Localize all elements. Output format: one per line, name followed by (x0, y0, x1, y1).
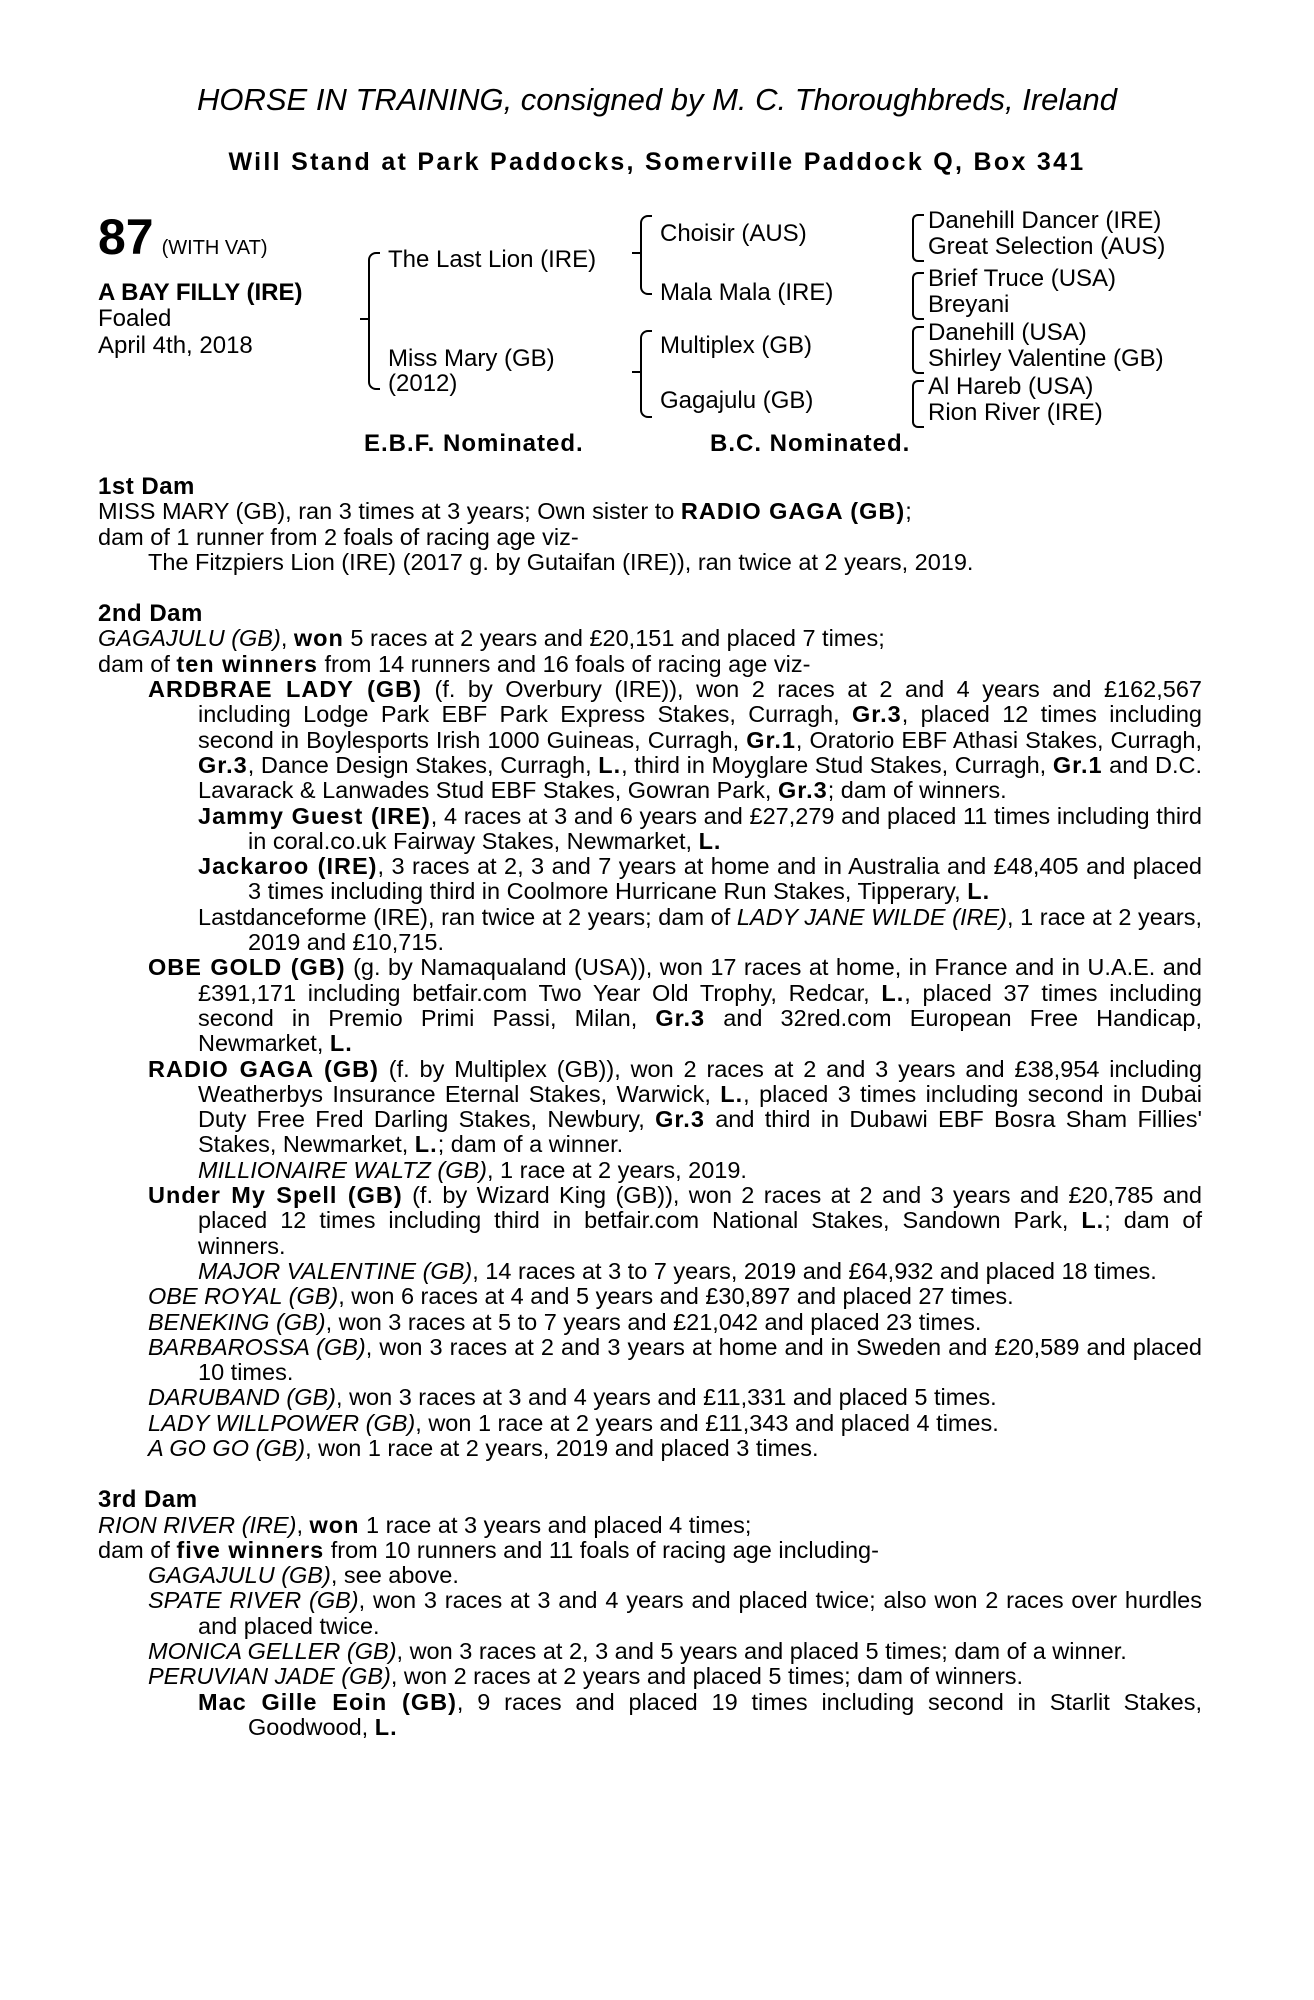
produce-entry: GAGAJULU (GB), see above. (148, 1562, 459, 1589)
bracket-point (360, 318, 368, 320)
bracket-point (632, 252, 640, 254)
first-dam-foal: The Fitzpiers Lion (IRE) (2017 g. by Gutaifan (IRE)), ran twice at 2 years, 2019. (148, 548, 974, 575)
produce-entry: LADY WILLPOWER (GB), won 1 race at 2 years and £11,343 and placed 4 times. (148, 1409, 999, 1436)
pedigree-bracket (912, 214, 924, 262)
great-grandparent: Al Hareb (USA) (928, 373, 1094, 400)
produce-entry: RADIO GAGA (GB) (f. by Multiplex (GB)), won 2 races at 2 and 3 years and £38,954 including Weatherbys Insurance Eternal Stakes, Warwick, L., placed 3 times including second in Dubai Duty Free Fred Darling Stakes, Newbury, Gr.3 and third in Dubawi EBF Bosra Sham Fillies' Stakes, Newmarket, L.; dam of a winner. (148, 1055, 1203, 1158)
great-grandparent: Danehill (USA) (928, 319, 1087, 346)
pedigree-bracket (640, 330, 652, 418)
ebf-nominated: E.B.F. Nominated. (364, 430, 584, 457)
lot-number-block (98, 208, 268, 266)
great-grandparent: Danehill Dancer (IRE) (928, 207, 1162, 234)
stand-location: Will Stand at Park Paddocks, Somerville Paddock Q, Box 341 (228, 148, 1086, 176)
first-dam-heading: 1st Dam (98, 473, 195, 500)
produce-entry: OBE GOLD (GB) (g. by Namaqualand (USA)), won 17 races at home, in France and in U.A.E. and £391,171 including betfair.com Two Year Old Trophy, Redcar, L., placed 37 times including second in Premio Primi Passi, Milan, Gr.3 and 32red.com European Free Handicap, Newmarket, L. (148, 954, 1202, 1057)
produce-entry: Mac Gille Eoin (GB), 9 races and placed 19 times including second in Starlit Stakes, Goodwood, L. (198, 1688, 1202, 1740)
foaled-label: Foaled (98, 305, 172, 332)
pedigree-bracket (912, 326, 924, 374)
second-dam-produce: dam of ten winners from 14 runners and 16 foals of racing age viz- (98, 650, 811, 677)
great-grandparent: Breyani (928, 291, 1010, 318)
dam-name: Miss Mary (GB) (388, 345, 555, 372)
third-dam-line: RION RIVER (IRE), won 1 race at 3 years and placed 4 times; (98, 1511, 752, 1538)
lot-number: 87 (98, 209, 154, 265)
great-grandparent: Brief Truce (USA) (928, 265, 1117, 292)
third-dam-heading: 3rd Dam (98, 1486, 198, 1514)
produce-entry: A GO GO (GB), won 1 race at 2 years, 2019 and placed 3 times. (148, 1434, 819, 1461)
bracket-point (632, 371, 640, 373)
vat-note: (WITH VAT) (161, 237, 268, 259)
sire-name: The Last Lion (IRE) (388, 246, 597, 273)
sire-sire: Choisir (AUS) (660, 220, 807, 247)
produce-entry: SPATE RIVER (GB), won 3 races at 3 and 4 years and placed twice; also won 2 races over hurdles and placed twice. (148, 1587, 1202, 1639)
sire-dam: Mala Mala (IRE) (660, 279, 834, 306)
second-dam-heading: 2nd Dam (98, 600, 203, 628)
pedigree-bracket (912, 380, 924, 428)
dam-year: (2012) (388, 370, 458, 397)
pedigree-bracket (912, 272, 924, 320)
dam-dam: Gagajulu (GB) (660, 387, 814, 414)
horse-description: A BAY FILLY (IRE) (98, 279, 303, 306)
produce-entry: OBE ROYAL (GB), won 6 races at 4 and 5 years and £30,897 and placed 27 times. (148, 1283, 1014, 1310)
pedigree-bracket (368, 252, 380, 390)
first-dam-line: MISS MARY (GB), ran 3 times at 3 years; Own sister to RADIO GAGA (GB); (98, 498, 912, 525)
great-grandparent: Great Selection (AUS) (928, 233, 1166, 260)
first-dam-produce: dam of 1 runner from 2 foals of racing age viz- (98, 523, 579, 550)
produce-entry: Lastdanceforme (IRE), ran twice at 2 years; dam of LADY JANE WILDE (IRE), 1 race at 2 years, 2019 and £10,715. (198, 903, 1202, 956)
produce-entry: MILLIONAIRE WALTZ (GB), 1 race at 2 years, 2019. (198, 1156, 747, 1183)
pedigree-bracket (640, 215, 652, 295)
produce-entry: Under My Spell (GB) (f. by Wizard King (GB)), won 2 races at 2 and 3 years and £20,785 and placed 12 times including third in betfair.com National Stakes, Sandown Park, L.; dam of winners. (148, 1182, 1202, 1259)
third-dam-produce: dam of five winners from 10 runners and 11 foals of racing age including- (98, 1536, 879, 1563)
produce-entry: Jammy Guest (IRE), 4 races at 3 and 6 years and £27,279 and placed 11 times including third in coral.co.uk Fairway Stakes, Newmarket, L. (198, 802, 1202, 854)
great-grandparent: Rion River (IRE) (928, 399, 1103, 426)
foaled-date: April 4th, 2018 (98, 332, 253, 359)
dam-details (98, 474, 1202, 1740)
great-grandparent: Shirley Valentine (GB) (928, 345, 1164, 372)
dam-sire: Multiplex (GB) (660, 332, 813, 359)
produce-entry: ARDBRAE LADY (GB) (f. by Overbury (IRE)), won 2 races at 2 and 4 years and £162,567 including Lodge Park EBF Park Express Stakes, Curragh, Gr.3, placed 12 times including second in Boylesports Irish 1000 Guineas, Curragh, Gr.1, Oratorio EBF Athasi Stakes, Curragh, Gr.3, Dance Design Stakes, Curragh, L., third in Moyglare Stud Stakes, Curragh, Gr.1 and D.C. Lavarack & Lanwades Stud EBF Stakes, Gowran Park, Gr.3; dam of winners. (148, 676, 1202, 804)
produce-entry: BARBAROSSA (GB), won 3 races at 2 and 3 years at home and in Sweden and £20,589 and placed 10 times. (148, 1333, 1203, 1386)
produce-entry: Jackaroo (IRE), 3 races at 2, 3 and 7 years at home and in Australia and £48,405 and placed 3 times including third in Coolmore Hurricane Run Stakes, Tipperary, L. (198, 853, 1203, 905)
produce-entry: BENEKING (GB), won 3 races at 5 to 7 years and £21,042 and placed 23 times. (148, 1308, 982, 1335)
bc-nominated: B.C. Nominated. (710, 430, 911, 457)
produce-entry: DARUBAND (GB), won 3 races at 3 and 4 years and £11,331 and placed 5 times. (148, 1384, 997, 1411)
second-dam-line: GAGAJULU (GB), won 5 races at 2 years and £20,151 and placed 7 times; (98, 625, 885, 652)
produce-entry: MONICA GELLER (GB), won 3 races at 2, 3 and 5 years and placed 5 times; dam of a winner. (148, 1638, 1127, 1665)
produce-entry: PERUVIAN JADE (GB), won 2 races at 2 years and placed 5 times; dam of winners. (148, 1663, 1024, 1690)
produce-entry: MAJOR VALENTINE (GB), 14 races at 3 to 7 years, 2019 and £64,932 and placed 18 times. (198, 1257, 1157, 1284)
catalogue-header: HORSE IN TRAINING, consigned by M. C. Thoroughbreds, Ireland (196, 82, 1118, 117)
